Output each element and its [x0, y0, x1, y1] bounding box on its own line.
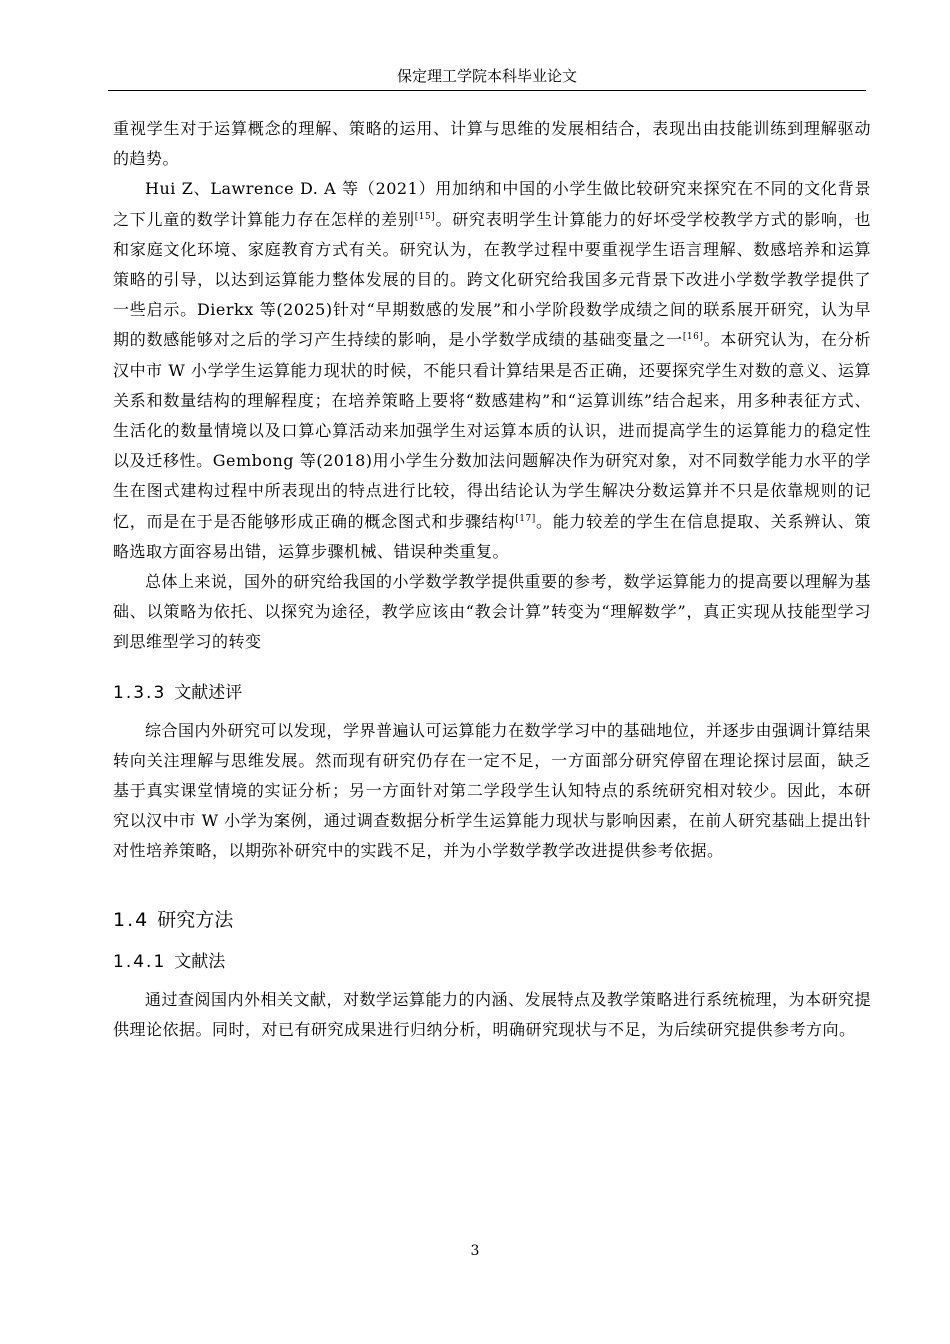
paragraph-text: 。本研究认为，在分析汉中市 W 小学学生运算能力现状的时候，不能只看计算结果是否正确，还要探究学生对数的意义、运算关系和数量结构的理解程度；在培养策略上要将“数感建构”和“运算训练”结合起来，用多种表征方式、生活化的数量情境以及口算心算活动来加强学生对运算本质的认识，进而提高学生的运算能力的稳定性以及迁移性。Gembong 等(2018)用小学生分数加法问题解决作为研究对象，对不同数学能力水平的学生在图式建构过程中所表现出的特点进行比较，得出结论认为学生解决分数运算并不只是依靠规则的记忆，而是在于是否能够形成正确的概念图式和步骤结构 [113, 330, 871, 531]
paragraph-foreign-research [113, 174, 871, 567]
paragraph-text: Hui Z、Lawrence D. A 等（2021）用加纳和中国的小学生做比较研究来探究在不同的文化背景之下儿童的数学计算能力存在怎样的差别 [113, 179, 871, 229]
section-heading-1-4 [113, 905, 871, 935]
section-title: 研究方法 [157, 908, 234, 931]
section-heading-1-3-3 [113, 678, 871, 708]
paragraph-summary: 总体上来说，国外的研究给我国的小学数学教学提供重要的参考，数学运算能力的提高要以理解为基础、以策略为依托、以探究为途径，教学应该由“教会计算”转变为“理解数学”，真正实现从技能型学习到思维型学习的转变 [113, 572, 872, 652]
section-title: 文献法 [174, 951, 226, 972]
running-header [108, 62, 866, 91]
section-number: 1.4.1 [113, 951, 167, 972]
citation-ref: [15] [414, 211, 436, 222]
paragraph-text: 。研究表明学生计算能力的好坏受学校教学方式的影响，也和家庭文化环境、家庭教育方式有关。研究认为，在教学过程中要重视学生语言理解、数感培养和运算策略的引导，以达到运算能力整体发展的目的。跨文化研究给我国多元背景下改进小学数学教学提供了一些启示。Dierkx 等(2025)针对“早期数感的发展”和小学阶段数学成绩之间的联系展开研究，认为早期的数感能够对之后的学习产生持续的影响，是小学数学成绩的基础变量之一 [113, 209, 871, 350]
paragraph-text: 。能力较差的学生在信息提取、关系辨认、策略选取方面容易出错，运算步骤机械、错误种类重复。 [113, 511, 871, 561]
paragraph-continued: 重视学生对于运算概念的理解、策略的运用、计算与思维的发展相结合，表现出由技能训练到理解驱动的趋势。 [113, 119, 871, 169]
header-title: 保定理工学院本科毕业论文 [396, 67, 577, 85]
section-number: 1.4 [113, 908, 150, 931]
section-heading-1-4-1 [113, 947, 871, 977]
paragraph-literature-review: 综合国内外研究可以发现，学界普遍认可运算能力在数学学习中的基础地位，并逐步由强调计算结果转向关注理解与思维发展。然而现有研究仍存在一定不足，一方面部分研究停留在理论探讨层面，缺乏基于真实课堂情境的实证分析；另一方面针对第二学段学生认知特点的系统研究相对较少。因此，本研究以汉中市 W 小学为案例，通过调查数据分析学生运算能力现状与影响因素，在前人研究基础上提出针对性培养策略，以期弥补研究中的实践不足，并为小学数学教学改进提供参考依据。 [113, 720, 872, 861]
page-number: 3 [470, 1243, 480, 1259]
section-number: 1.3.3 [113, 682, 167, 703]
page-body [113, 114, 871, 1045]
citation-ref: [16] [682, 332, 704, 343]
section-title: 文献述评 [174, 682, 243, 703]
paragraph-literature-method: 通过查阅国内外相关文献，对数学运算能力的内涵、发展特点及教学策略进行系统梳理，为本研究提供理论依据。同时，对已有研究成果进行归纳分析，明确研究现状与不足，为后续研究提供参考方向。 [113, 989, 872, 1039]
citation-ref: [17] [515, 513, 536, 524]
